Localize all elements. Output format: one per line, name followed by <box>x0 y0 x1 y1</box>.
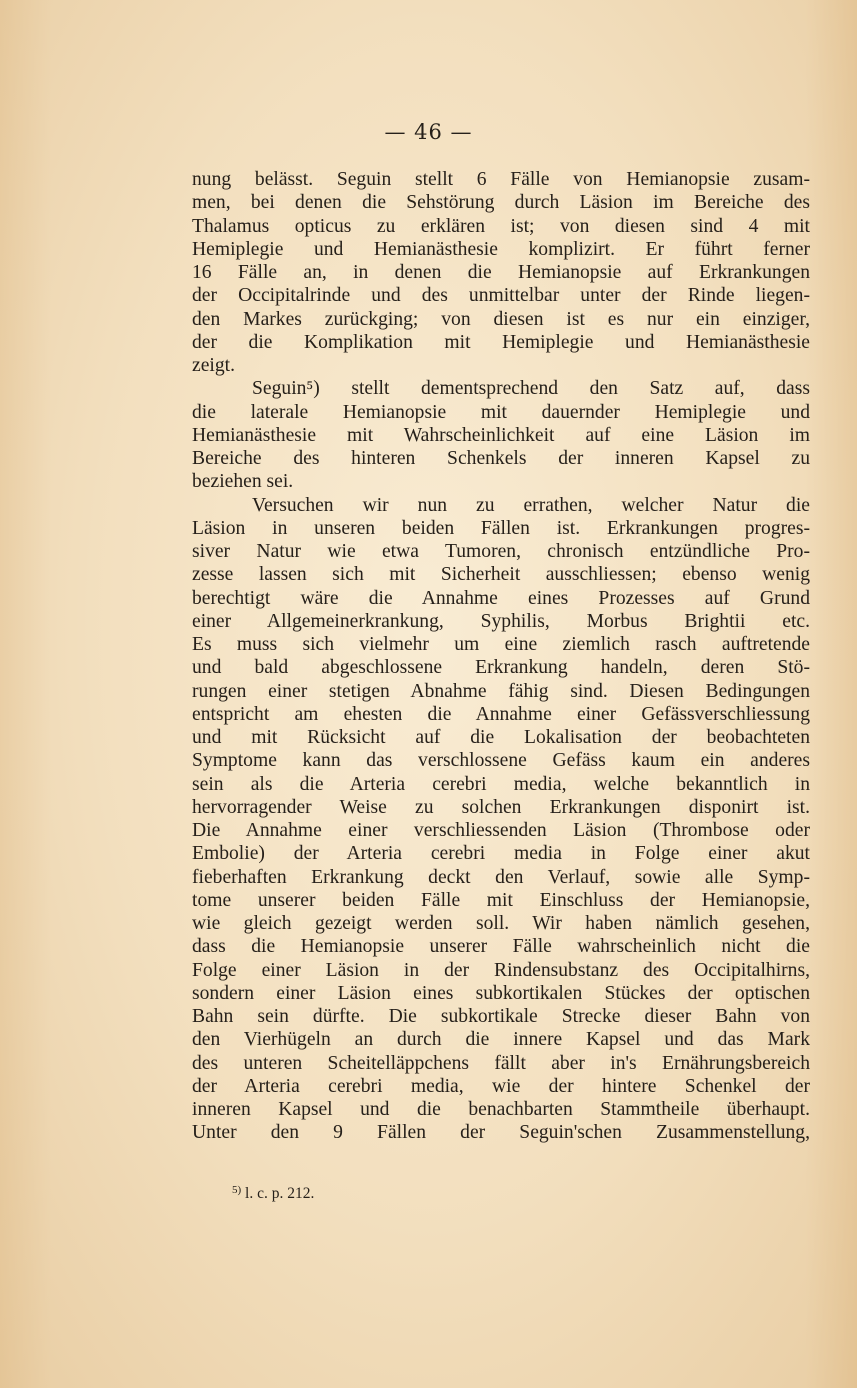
text-line: und mit Rücksicht auf die Lokalisation der beobachteten <box>192 727 810 748</box>
text-line: berechtigt wäre die Annahme eines Prozesses auf Grund <box>192 587 810 609</box>
text-line: Es muss sich vielmehr um eine ziemlich rasch auftretende <box>192 634 810 655</box>
text-line: den Markes zurückging; von diesen ist es nur ein einziger, <box>192 308 810 330</box>
page-number: — 46 — <box>384 120 473 144</box>
text-line: wie gleich gezeigt werden soll. Wir haben nämlich gesehen, <box>192 913 810 934</box>
text-line: Läsion in unseren beiden Fällen ist. Erkrankungen progres- <box>192 517 810 539</box>
text-line: inneren Kapsel und die benachbarten Stammtheile überhaupt. <box>192 1099 810 1120</box>
text-line: Embolie) der Arteria cerebri media in Folge einer akut <box>192 843 810 865</box>
footnote-text: l. c. p. 212. <box>245 1185 315 1202</box>
text-line: siver Natur wie etwa Tumoren, chronisch entzündliche Pro- <box>192 541 810 562</box>
text-line: Thalamus opticus zu erklären ist; von diesen sind 4 mit <box>192 215 810 237</box>
text-line: tome unserer beiden Fälle mit Einschluss der Hemianopsie, <box>192 889 810 911</box>
text-line: beziehen sei. <box>192 471 294 493</box>
text-line: entspricht am ehesten die Annahme einer Gefässverschliessung <box>192 703 810 725</box>
text-line: fieberhaften Erkrankung deckt den Verlauf, sowie alle Symp- <box>192 866 810 888</box>
text-line: einer Allgemeinerkrankung, Syphilis, Morbus Brightii etc. <box>192 610 810 632</box>
text-line: Symptome kann das verschlossene Gefäss kaum ein anderes <box>192 750 810 772</box>
text-line: und bald abgeschlossene Erkrankung handeln, deren Stö- <box>192 657 810 679</box>
text-line: Bahn sein dürfte. Die subkortikale Strecke dieser Bahn von <box>192 1006 810 1027</box>
text-line: der Occipitalrinde und des unmittelbar unter der Rinde liegen- <box>192 285 810 307</box>
text-line: sein als die Arteria cerebri media, welche bekanntlich in <box>192 773 810 795</box>
text-line: Unter den 9 Fällen der Seguin'schen Zusammenstellung, <box>192 1122 810 1144</box>
text-line: den Vierhügeln an durch die innere Kapsel und das Mark <box>192 1029 810 1051</box>
footnote <box>232 1184 314 1203</box>
text-line: 16 Fälle an, in denen die Hemianopsie auf Erkrankungen <box>192 262 810 283</box>
text-line: zeigt. <box>192 355 235 376</box>
text-line: der die Komplikation mit Hemiplegie und Hemianästhesie <box>192 331 810 353</box>
text-line: des unteren Scheitelläppchens fällt aber in's Ernährungsbereich <box>192 1052 810 1074</box>
text-line: Hemiplegie und Hemianästhesie komplizirt. Er führt ferner <box>192 238 810 260</box>
footnote-mark: 5) <box>232 1184 242 1196</box>
text-line: die laterale Hemianopsie mit dauernder Hemiplegie und <box>192 401 810 423</box>
text-line: hervorragender Weise zu solchen Erkrankungen disponirt ist. <box>192 796 810 818</box>
text-line: rungen einer stetigen Abnahme fähig sind. Diesen Bedingungen <box>192 680 810 702</box>
text-line: zesse lassen sich mit Sicherheit ausschliessen; ebenso wenig <box>192 564 810 586</box>
text-line: der Arteria cerebri media, wie der hintere Schenkel der <box>192 1075 810 1097</box>
text-line: Hemianästhesie mit Wahrscheinlichkeit auf eine Läsion im <box>192 424 810 446</box>
text-line: men, bei denen die Sehstörung durch Läsion im Bereiche des <box>192 192 810 214</box>
text-line: Versuchen wir nun zu errathen, welcher Natur die <box>252 494 810 516</box>
text-line: Die Annahme einer verschliessenden Läsion (Thrombose oder <box>192 820 810 841</box>
text-line: Folge einer Läsion in der Rindensubstanz des Occipitalhirns, <box>192 959 810 981</box>
text-line: Seguin⁵) stellt dementsprechend den Satz auf, dass <box>252 378 810 400</box>
text-line: Bereiche des hinteren Schenkels der inneren Kapsel zu <box>192 448 810 469</box>
text-line: nung belässt. Seguin stellt 6 Fälle von Hemianopsie zusam- <box>192 169 810 190</box>
text-line: sondern einer Läsion eines subkortikalen Stückes der optischen <box>192 982 810 1004</box>
body-text <box>192 168 810 1145</box>
text-line: dass die Hemianopsie unserer Fälle wahrscheinlich nicht die <box>192 936 810 958</box>
